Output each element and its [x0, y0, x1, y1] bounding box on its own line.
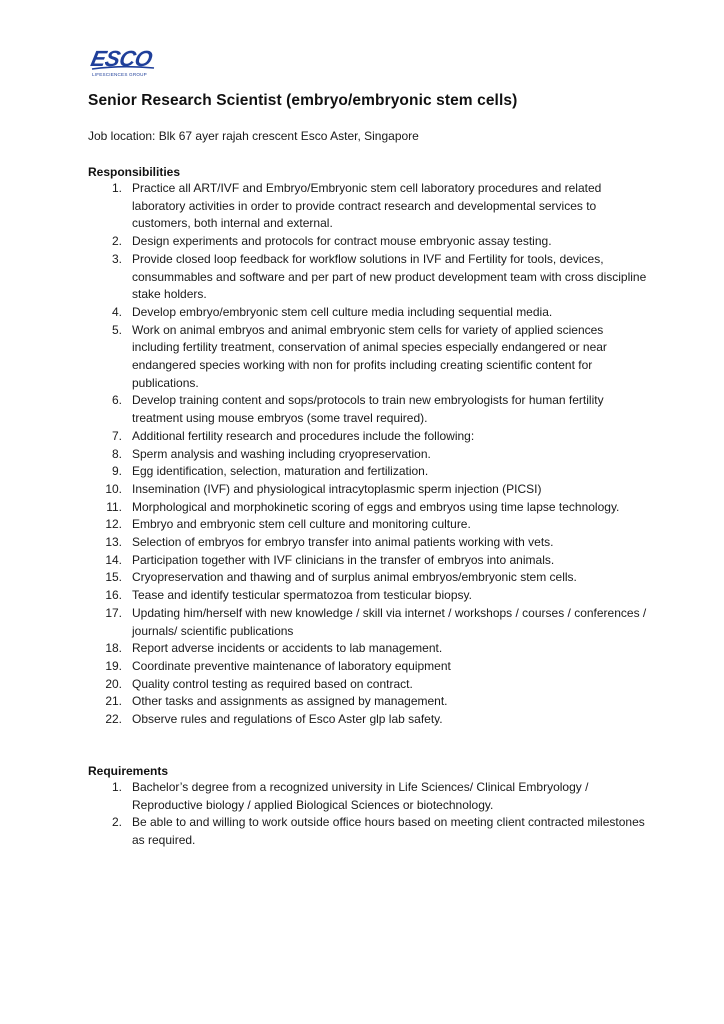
list-item-text: Be able to and willing to work outside office hours based on meeting client contracted milestones as required. — [132, 815, 645, 848]
list-item — [88, 446, 648, 464]
list-item-text: Practice all ART/IVF and Embryo/Embryonic stem cell laboratory procedures and related laboratory activities in order to provide contract research and developmental services to customers, both internal and external. — [132, 181, 602, 231]
list-item-number: 6. — [111, 393, 122, 408]
list-item — [88, 534, 648, 552]
esco-logo — [88, 46, 178, 80]
list-item — [88, 552, 648, 570]
responsibilities-list — [88, 180, 648, 729]
list-item-number: 19. — [105, 658, 122, 673]
list-item — [88, 463, 648, 481]
list-item-text: Updating him/herself with new knowledge / skill via internet / workshops / courses / conferences / journals/ scientific publications — [132, 605, 647, 638]
list-item — [88, 233, 648, 251]
list-item-number: 21. — [105, 694, 122, 709]
list-item-text: Develop embryo/embryonic stem cell culture media including sequential media. — [132, 304, 553, 319]
list-item — [88, 481, 648, 499]
list-item-text: Provide closed loop feedback for workflow solutions in IVF and Fertility for tools, devices, consummables and software and per part of new product development team with cross discipline stake holders. — [132, 251, 647, 302]
list-item-text: Cryopreservation and thawing and of surplus animal embryos/embryonic stem cells. — [132, 570, 577, 585]
requirements-heading: Requirements — [88, 764, 169, 778]
list-item-number: 11. — [106, 499, 122, 514]
requirements-list — [88, 779, 648, 850]
list-item-text: Tease and identify testicular spermatozoa from testicular biopsy. — [132, 588, 472, 603]
list-item — [88, 693, 648, 711]
list-item — [88, 587, 648, 605]
list-item — [88, 814, 648, 849]
list-item — [88, 779, 648, 814]
list-item-number: 4. — [111, 304, 122, 319]
list-item — [88, 516, 648, 534]
list-item-number: 20. — [105, 676, 122, 691]
list-item-number: 13. — [105, 535, 122, 550]
list-item-text: Embryo and embryonic stem cell culture and monitoring culture. — [132, 517, 471, 532]
list-item-text: Insemination (IVF) and physiological intracytoplasmic sperm injection (PICSI) — [132, 481, 542, 496]
list-item — [88, 569, 648, 587]
list-item-text: Participation together with IVF clinicians in the transfer of embryos into animals. — [132, 552, 555, 567]
list-item-number: 3. — [111, 251, 122, 266]
list-item-text: Coordinate preventive maintenance of laboratory equipment — [132, 658, 451, 673]
list-item-text: Design experiments and protocols for contract mouse embryonic assay testing. — [132, 234, 552, 249]
list-item — [88, 392, 648, 427]
logo-subtitle: LIFESCIENCES GROUP — [92, 72, 147, 77]
list-item — [88, 676, 648, 694]
list-item-number: 1. — [111, 780, 122, 794]
list-item-number: 8. — [111, 446, 122, 461]
list-item — [88, 428, 648, 446]
list-item-number: 17. — [105, 605, 122, 620]
list-item — [88, 304, 648, 322]
list-item-text: Bachelor’s degree from a recognized university in Life Sciences/ Clinical Embryology / Reproductive biology / applied Biological Sciences or biotechnology. — [132, 780, 589, 812]
list-item — [88, 640, 648, 658]
list-item-text: Sperm analysis and washing including cryopreservation. — [132, 446, 431, 461]
list-item-number: 22. — [105, 712, 122, 727]
list-item — [88, 658, 648, 676]
list-item-text: Report adverse incidents or accidents to lab management. — [132, 641, 443, 656]
list-item-text: Additional fertility research and procedures include the following: — [132, 428, 475, 443]
list-item — [88, 711, 648, 729]
list-item-number: 5. — [111, 322, 122, 337]
list-item-number: 7. — [111, 428, 122, 443]
list-item-number: 16. — [105, 588, 122, 603]
list-item-number: 15. — [105, 570, 122, 585]
list-item-number: 1. — [111, 181, 122, 195]
list-item-number: 18. — [105, 641, 122, 656]
job-title: Senior Research Scientist (embryo/embryonic stem cells) — [88, 92, 518, 109]
list-item-number: 10. — [105, 481, 122, 496]
list-item-text: Other tasks and assignments as assigned by management. — [132, 694, 448, 709]
list-item-text: Morphological and morphokinetic scoring of eggs and embryos using time lapse technology. — [132, 499, 620, 514]
logo-wordmark: ESCO — [88, 46, 155, 71]
list-item — [88, 605, 648, 640]
list-item-text: Work on animal embryos and animal embryonic stem cells for variety of applied sciences including fertility treatment, conservation of animal species especially endangered or near endangered species working with non for profits including creating scientific content for publications. — [132, 322, 607, 390]
esco-logo-mark — [88, 46, 178, 80]
list-item-number: 12. — [105, 517, 122, 532]
list-item-text: Develop training content and sops/protocols to train new embryologists for human fertility treatment using mouse embryos (some travel required). — [132, 393, 604, 426]
list-item-number: 9. — [111, 464, 122, 479]
list-item — [88, 251, 648, 304]
list-item-text: Egg identification, selection, maturation and fertilization. — [132, 464, 429, 479]
list-item-number: 2. — [111, 234, 122, 249]
list-item-text: Quality control testing as required based on contract. — [132, 676, 413, 691]
list-item — [88, 180, 648, 233]
list-item-number: 2. — [111, 815, 122, 830]
list-item-text: Selection of embryos for embryo transfer into animal patients working with vets. — [132, 535, 554, 550]
job-location: Job location: Blk 67 ayer rajah crescent Esco Aster, Singapore — [88, 129, 419, 143]
list-item — [88, 499, 648, 517]
list-item-text: Observe rules and regulations of Esco Aster glp lab safety. — [132, 712, 443, 727]
list-item — [88, 322, 648, 393]
responsibilities-heading: Responsibilities — [88, 165, 181, 179]
list-item-number: 14. — [105, 552, 122, 567]
